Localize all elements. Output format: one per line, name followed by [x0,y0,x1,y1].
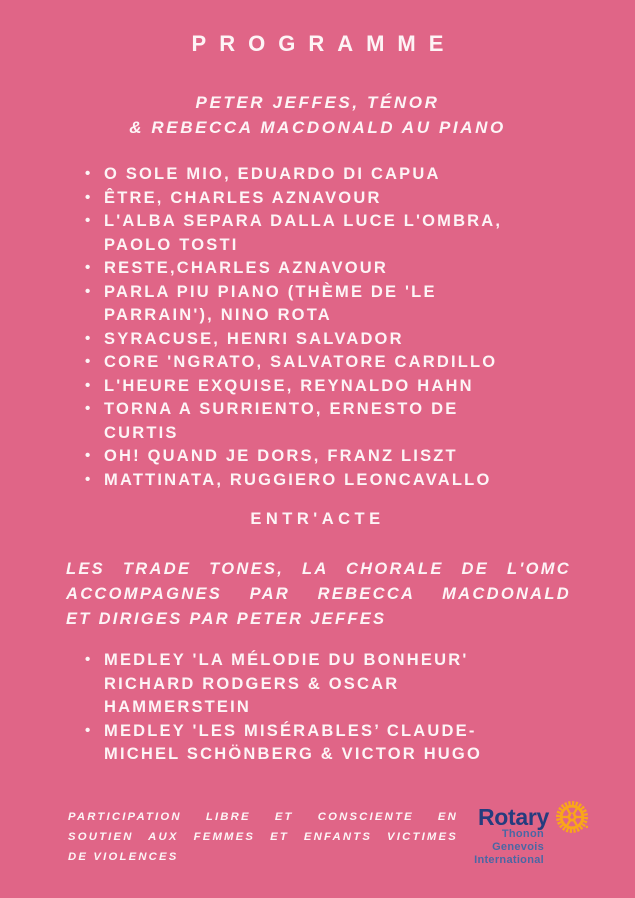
text-line: • MEDLEY 'LA MÉLODIE DU BONHEUR' [104,651,469,669]
song-item [85,163,502,187]
text-line: DE VIOLENCES [68,851,179,863]
participation-note [68,807,458,867]
text-line: • OH! QUAND JE DORS, FRANZ LISZT [104,447,458,465]
song-item [85,469,502,493]
text-line: PAOLO TOSTI [104,235,239,254]
text-line: • TORNA A SURRIENTO, ERNESTO DE [104,400,459,418]
text-line: MICHEL SCHÖNBERG & VICTOR HUGO [104,745,482,763]
text-line: • PARLA PIU PIANO (THÈME DE 'LE [104,282,437,301]
song-item [85,328,502,352]
song-item [85,187,502,211]
text-line: & REBECCA MACDONALD AU PIANO [129,118,506,137]
text-line: ACCOMPAGNES PAR REBECCA MACDONALD [66,584,571,603]
second-part-song-list [85,649,482,767]
text-line: HAMMERSTEIN [104,698,252,716]
text-line: • ÊTRE, CHARLES AZNAVOUR [104,188,382,207]
song-item [85,281,502,328]
text-line: • SYRACUSE, HENRI SALVADOR [104,329,404,348]
text-line: • O SOLE MIO, EDUARDO DI CAPUA [104,165,441,183]
song-item [85,398,502,445]
text-line: PARTICIPATION LIBRE ET CONSCIENTE EN [68,811,458,823]
text-line: ET DIRIGES PAR PETER JEFFES [66,609,387,628]
text-line: PETER JEFFES, TÉNOR [195,93,440,112]
text-line: • CORE 'NGRATO, SALVATORE CARDILLO [104,353,498,371]
rotary-club-name: Thonon Genevois [492,828,544,853]
interlude-heading: ENTR'ACTE [250,510,385,528]
rotary-club-level: International [474,854,544,866]
song-item [85,257,502,281]
song-item [85,649,482,720]
text-line: • L'ALBA SEPARA DALLA LUCE L'OMBRA, [104,212,503,230]
chorale-description [66,557,571,631]
text-line: • MEDLEY 'LES MISÉRABLES’ CLAUDE- [104,721,477,740]
first-part-song-list [85,163,502,492]
rotary-wheel-icon [554,799,590,835]
text-line: PARRAIN'), NINO ROTA [104,306,332,324]
text-line: • RESTE,CHARLES AZNAVOUR [104,259,388,277]
page-title: PROGRAMME [191,31,457,56]
text-line: CURTIS [104,423,179,442]
rotary-logo [460,799,590,867]
song-item [85,720,482,767]
song-item [85,375,502,399]
text-line: RICHARD RODGERS & OSCAR [104,674,400,693]
text-line: • L'HEURE EXQUISE, REYNALDO HAHN [104,376,474,395]
performers-subtitle [0,90,635,140]
text-line: LES TRADE TONES, LA CHORALE DE L'OMC [66,560,571,578]
song-item [85,351,502,375]
text-line: • MATTINATA, RUGGIERO LEONCAVALLO [104,470,492,489]
text-line: SOUTIEN AUX FEMMES ET ENFANTS VICTIMES [68,831,458,843]
rotary-brand-text: Rotary [477,803,549,830]
song-item [85,210,502,257]
song-item [85,445,502,469]
